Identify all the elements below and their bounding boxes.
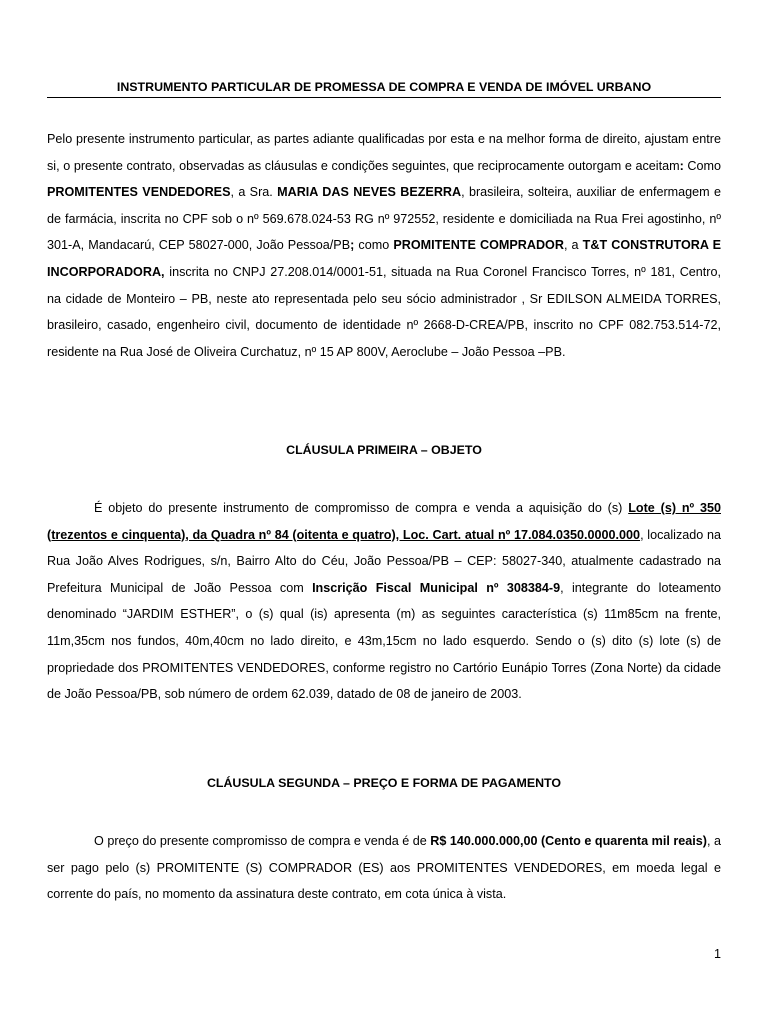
lot-identification: Lote (s) nº 350 (trezentos e cinquenta), da Quadra nº 84 (oitenta e quatro), Loc. Cart. atual nº 17.084.0350.0000.000 [47, 501, 721, 542]
party-buyer-label: PROMITENTE COMPRADOR [393, 238, 564, 253]
seller-name: MARIA DAS NEVES BEZERRA [277, 185, 462, 200]
document-title: INSTRUMENTO PARTICULAR DE PROMESSA DE COMPRA E VENDA DE IMÓVEL URBANO [47, 80, 721, 98]
clause-1-paragraph [47, 495, 721, 708]
intro-text: inscrita no CNPJ 27.208.014/0001-51, situada na Rua Coronel Francisco Torres, nº 181, Centro, na cidade de Monteiro – PB, neste ato representada pelo seu sócio administrador , Sr EDILSON ALMEIDA TORRES, brasileiro, casado, engenheiro civil, documento de identidade nº 2668-D-CREA/PB, inscrito no CPF 082.753.514-72, residente na Rua José de Oliveira Curchatuz, nº 15 AP 800V, Aeroclube – João Pessoa –PB. [47, 264, 721, 359]
clause-2-paragraph [47, 828, 721, 908]
intro-text: , brasileira, solteira, auxiliar de enfermagem e de farmácia, inscrita no CPF sob o nº 569.678.024-53 RG nº 972552, residente e domiciliada na Rua Frei agostinho, nº 301-A, Mandacarú, CEP 58027-000, João Pessoa/PB [47, 185, 721, 253]
intro-text: , a [563, 238, 583, 253]
intro-text: Como [683, 158, 722, 173]
party-sellers-label: PROMITENTES VENDEDORES [47, 185, 231, 200]
clause-1-text: É objeto do presente instrumento de compromisso de compra e venda a aquisição do (s) [94, 501, 629, 515]
clause-2-heading: CLÁUSULA SEGUNDA – PREÇO E FORMA DE PAGAMENTO [206, 776, 562, 790]
intro-text: , a Sra. [230, 185, 278, 200]
fiscal-registration: Inscrição Fiscal Municipal nº 308384-9 [312, 580, 561, 595]
intro-text: como [354, 238, 394, 253]
clause-1-text: , localizado na Rua João Alves Rodrigues, s/n, Bairro Alto do Céu, João Pessoa/PB – CEP: 58027-340, atualmente cadastrado na Prefeitura Municipal de João Pessoa com [47, 527, 721, 595]
clause-1-text: , integrante do loteamento denominado “JARDIM ESTHER”, o (s) qual (is) apresenta (m) as seguintes característica (s) 11m85cm na frente, 11m,35cm nos fundos, 40m,40cm no lado direito, e 43m,15cm no lado esquerdo. Sendo o (s) dito (s) lote (s) de propriedade dos PROMITENTES VENDEDORES, conforme registro no Cartório Eunápio Torres (Zona Norte) da cidade de João Pessoa/PB, sob número de ordem 62.039, datado de 08 de janeiro de 2003. [47, 580, 721, 702]
intro-text: Pelo presente instrumento particular, as partes adiante qualificadas por esta e na melhor forma de direito, ajustam entre si, o presente contrato, observadas as cláusulas e condições seguintes, que reciprocamente outorgam e aceitam [47, 132, 721, 173]
price-amount: R$ 140.000.000,00 (Cento e quarenta mil reais) [430, 834, 707, 848]
clause-1-heading: CLÁUSULA PRIMEIRA – OBJETO [286, 443, 482, 457]
clause-2-text: , a ser pago pelo (s) PROMITENTE (S) COMPRADOR (ES) aos PROMITENTES VENDEDORES, em moeda legal e corrente do país, no momento da assinatura deste contrato, em cota única à vista. [47, 834, 721, 902]
intro-semicolon: ; [350, 238, 355, 253]
buyer-company-name: T&T CONSTRUTORA E INCORPORADORA, [47, 238, 721, 279]
intro-paragraph [47, 126, 721, 365]
clause-2-text: O preço do presente compromisso de compra e venda é de [94, 834, 431, 848]
page-number: 1 [713, 947, 721, 961]
intro-colon: : [679, 158, 684, 173]
